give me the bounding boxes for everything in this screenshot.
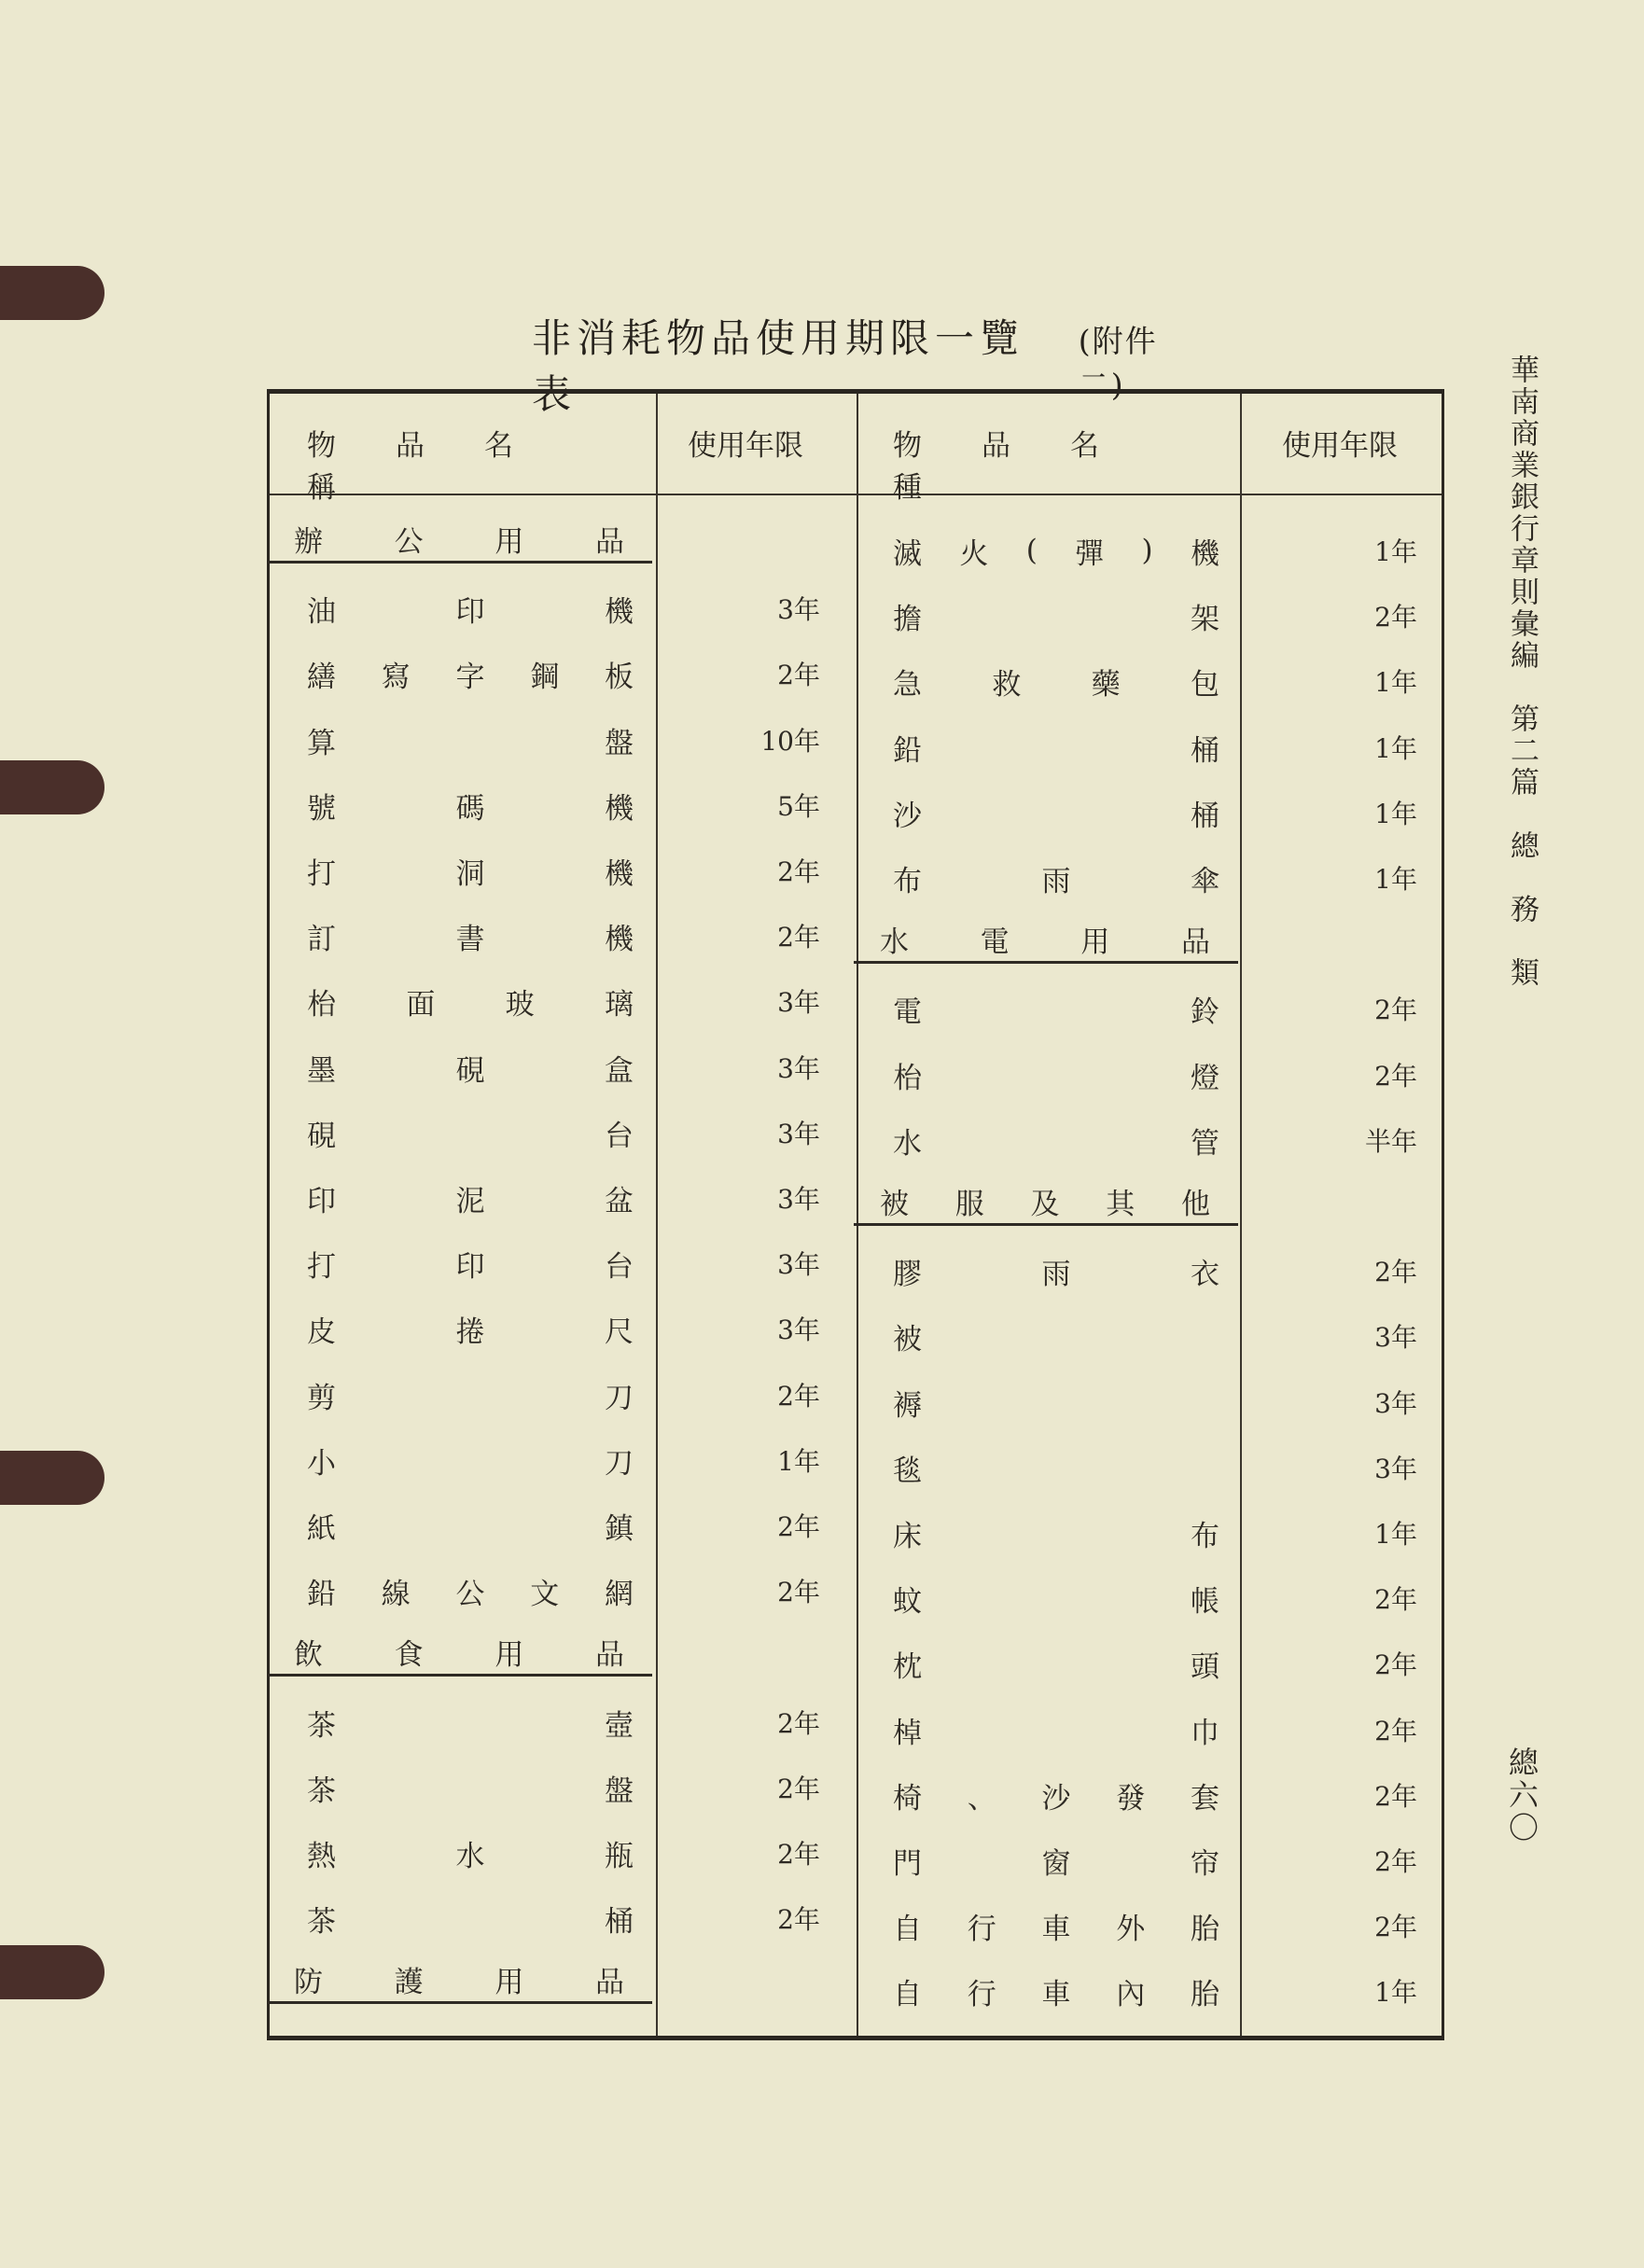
item-period: 1年 [1374,1977,1417,2008]
item-period: 3年 [1374,1454,1417,1484]
item-period: 3年 [1374,1322,1417,1353]
item-period: 2年 [777,1708,820,1739]
binding-hole [0,760,104,814]
item-period: 半年 [1364,1126,1417,1157]
item-name: 棹 巾 [893,1716,1219,1750]
item-period: 2年 [1374,602,1417,633]
item-name: 剪 刀 [307,1381,634,1415]
item-period: 2年 [1374,1061,1417,1092]
item-name: 小 刀 [307,1446,634,1481]
item-period: 1年 [1374,799,1417,829]
item-period: 3年 [777,1053,820,1084]
item-period: 2年 [777,1511,820,1542]
item-name: 枱 燈 [893,1061,1219,1095]
column-divider [656,394,658,2036]
item-period: 3年 [777,594,820,625]
item-name: 自 行 車 外 胎 [893,1912,1219,1946]
item-period: 3年 [1374,1388,1417,1419]
item-name: 算 盤 [307,726,634,760]
usage-period-table [267,389,1444,2040]
item-period: 3年 [777,1119,820,1149]
item-name: 繕 寫 字 鋼 板 [307,660,634,694]
item-name: 枕 頭 [893,1649,1219,1684]
item-period: 3年 [777,1184,820,1215]
category-heading: 水 電 用 品 [854,921,1238,964]
header-col2-name [893,422,1201,506]
item-period: 2年 [1374,1781,1417,1812]
header-text: 物品名稱 [307,429,573,505]
item-period: 2年 [777,1381,820,1412]
item-name: 椅 、 沙 發 套 [893,1781,1219,1816]
item-period: 2年 [777,1904,820,1935]
item-name: 褥 [893,1388,922,1423]
item-name: 門 窗 帘 [893,1846,1219,1881]
binding-hole [0,1945,104,1999]
item-period: 5年 [777,791,820,822]
binding-hole [0,266,104,320]
category-heading: 飲 食 用 品 [268,1634,652,1677]
binding-hole [0,1451,104,1505]
item-name: 皮 捲 尺 [307,1315,634,1349]
item-period: 2年 [1374,995,1417,1025]
category-heading: 辦 公 用 品 [268,521,652,564]
column-divider [1240,394,1242,2036]
item-name: 自 行 車 內 胎 [893,1977,1219,2011]
item-name: 被 [893,1322,922,1357]
item-period: 2年 [1374,1584,1417,1615]
item-period: 2年 [1374,1912,1417,1942]
item-name: 茶 盤 [307,1774,634,1808]
item-period: 2年 [777,856,820,887]
category-heading: 防 護 用 品 [268,1961,652,2004]
item-name: 枱 面 玻 璃 [307,987,634,1022]
item-name: 毯 [893,1454,922,1488]
item-period: 2年 [1374,1846,1417,1877]
item-name: 紙 鎮 [307,1511,634,1546]
title-text: 非消耗物品使用期限一覽表 [532,315,1025,417]
header-col1-period [688,422,837,464]
item-name: 油 印 機 [307,594,634,629]
item-name: 床 布 [893,1519,1219,1553]
item-period: 1年 [1374,667,1417,698]
header-text: 物品名種 [893,429,1159,505]
running-head: 華南商業銀行章則彙編 第二篇 總 務 類 [1505,355,1539,989]
item-period: 3年 [777,987,820,1018]
item-period: 2年 [777,660,820,690]
item-period: 3年 [777,1249,820,1280]
item-name: 打 印 台 [307,1249,634,1284]
item-name: 茶 壼 [307,1708,634,1743]
item-period: 2年 [777,1577,820,1607]
item-name: 沙 桶 [893,799,1219,833]
header-col2-period [1282,422,1431,464]
item-name: 滅 火 ( 彈 ) 機 [893,534,1219,571]
item-name: 鉛 線 公 文 網 [307,1577,634,1611]
item-period: 2年 [777,1839,820,1870]
item-period: 1年 [1374,1519,1417,1550]
item-period: 2年 [777,1774,820,1804]
item-period: 10年 [760,726,820,757]
header-text: 使用年限 [688,429,803,463]
item-name: 蚊 帳 [893,1584,1219,1619]
item-name: 布 雨 傘 [893,864,1219,898]
header-col1-name [307,422,615,506]
item-name: 硯 台 [307,1119,634,1153]
item-period: 1年 [1374,864,1417,895]
header-text: 使用年限 [1282,429,1398,463]
item-period: 2年 [1374,1716,1417,1746]
item-name: 墨 硯 盒 [307,1053,634,1088]
item-name: 鉛 桶 [893,733,1219,768]
item-name: 訂 書 機 [307,922,634,956]
item-name: 打 洞 機 [307,856,634,891]
item-name: 熱 水 瓶 [307,1839,634,1873]
item-name: 印 泥 盆 [307,1184,634,1218]
item-period: 1年 [1374,536,1417,567]
item-period: 2年 [1374,1649,1417,1680]
item-name: 號 碼 機 [307,791,634,826]
item-name: 電 鈴 [893,995,1219,1029]
item-name: 膠 雨 衣 [893,1257,1219,1291]
item-period: 1年 [1374,733,1417,764]
item-period: 3年 [777,1315,820,1345]
item-name: 擔 架 [893,602,1219,636]
item-period: 1年 [777,1446,820,1477]
category-heading: 被 服 及 其 他 [854,1183,1238,1226]
item-period: 2年 [777,922,820,953]
page-number: 總六〇 [1504,1746,1540,1844]
item-name: 水 管 [893,1126,1219,1161]
item-period: 2年 [1374,1257,1417,1287]
item-name: 茶 桶 [307,1904,634,1939]
title-sub: (附件二) [1078,323,1158,403]
item-name: 急 救 藥 包 [893,667,1219,702]
